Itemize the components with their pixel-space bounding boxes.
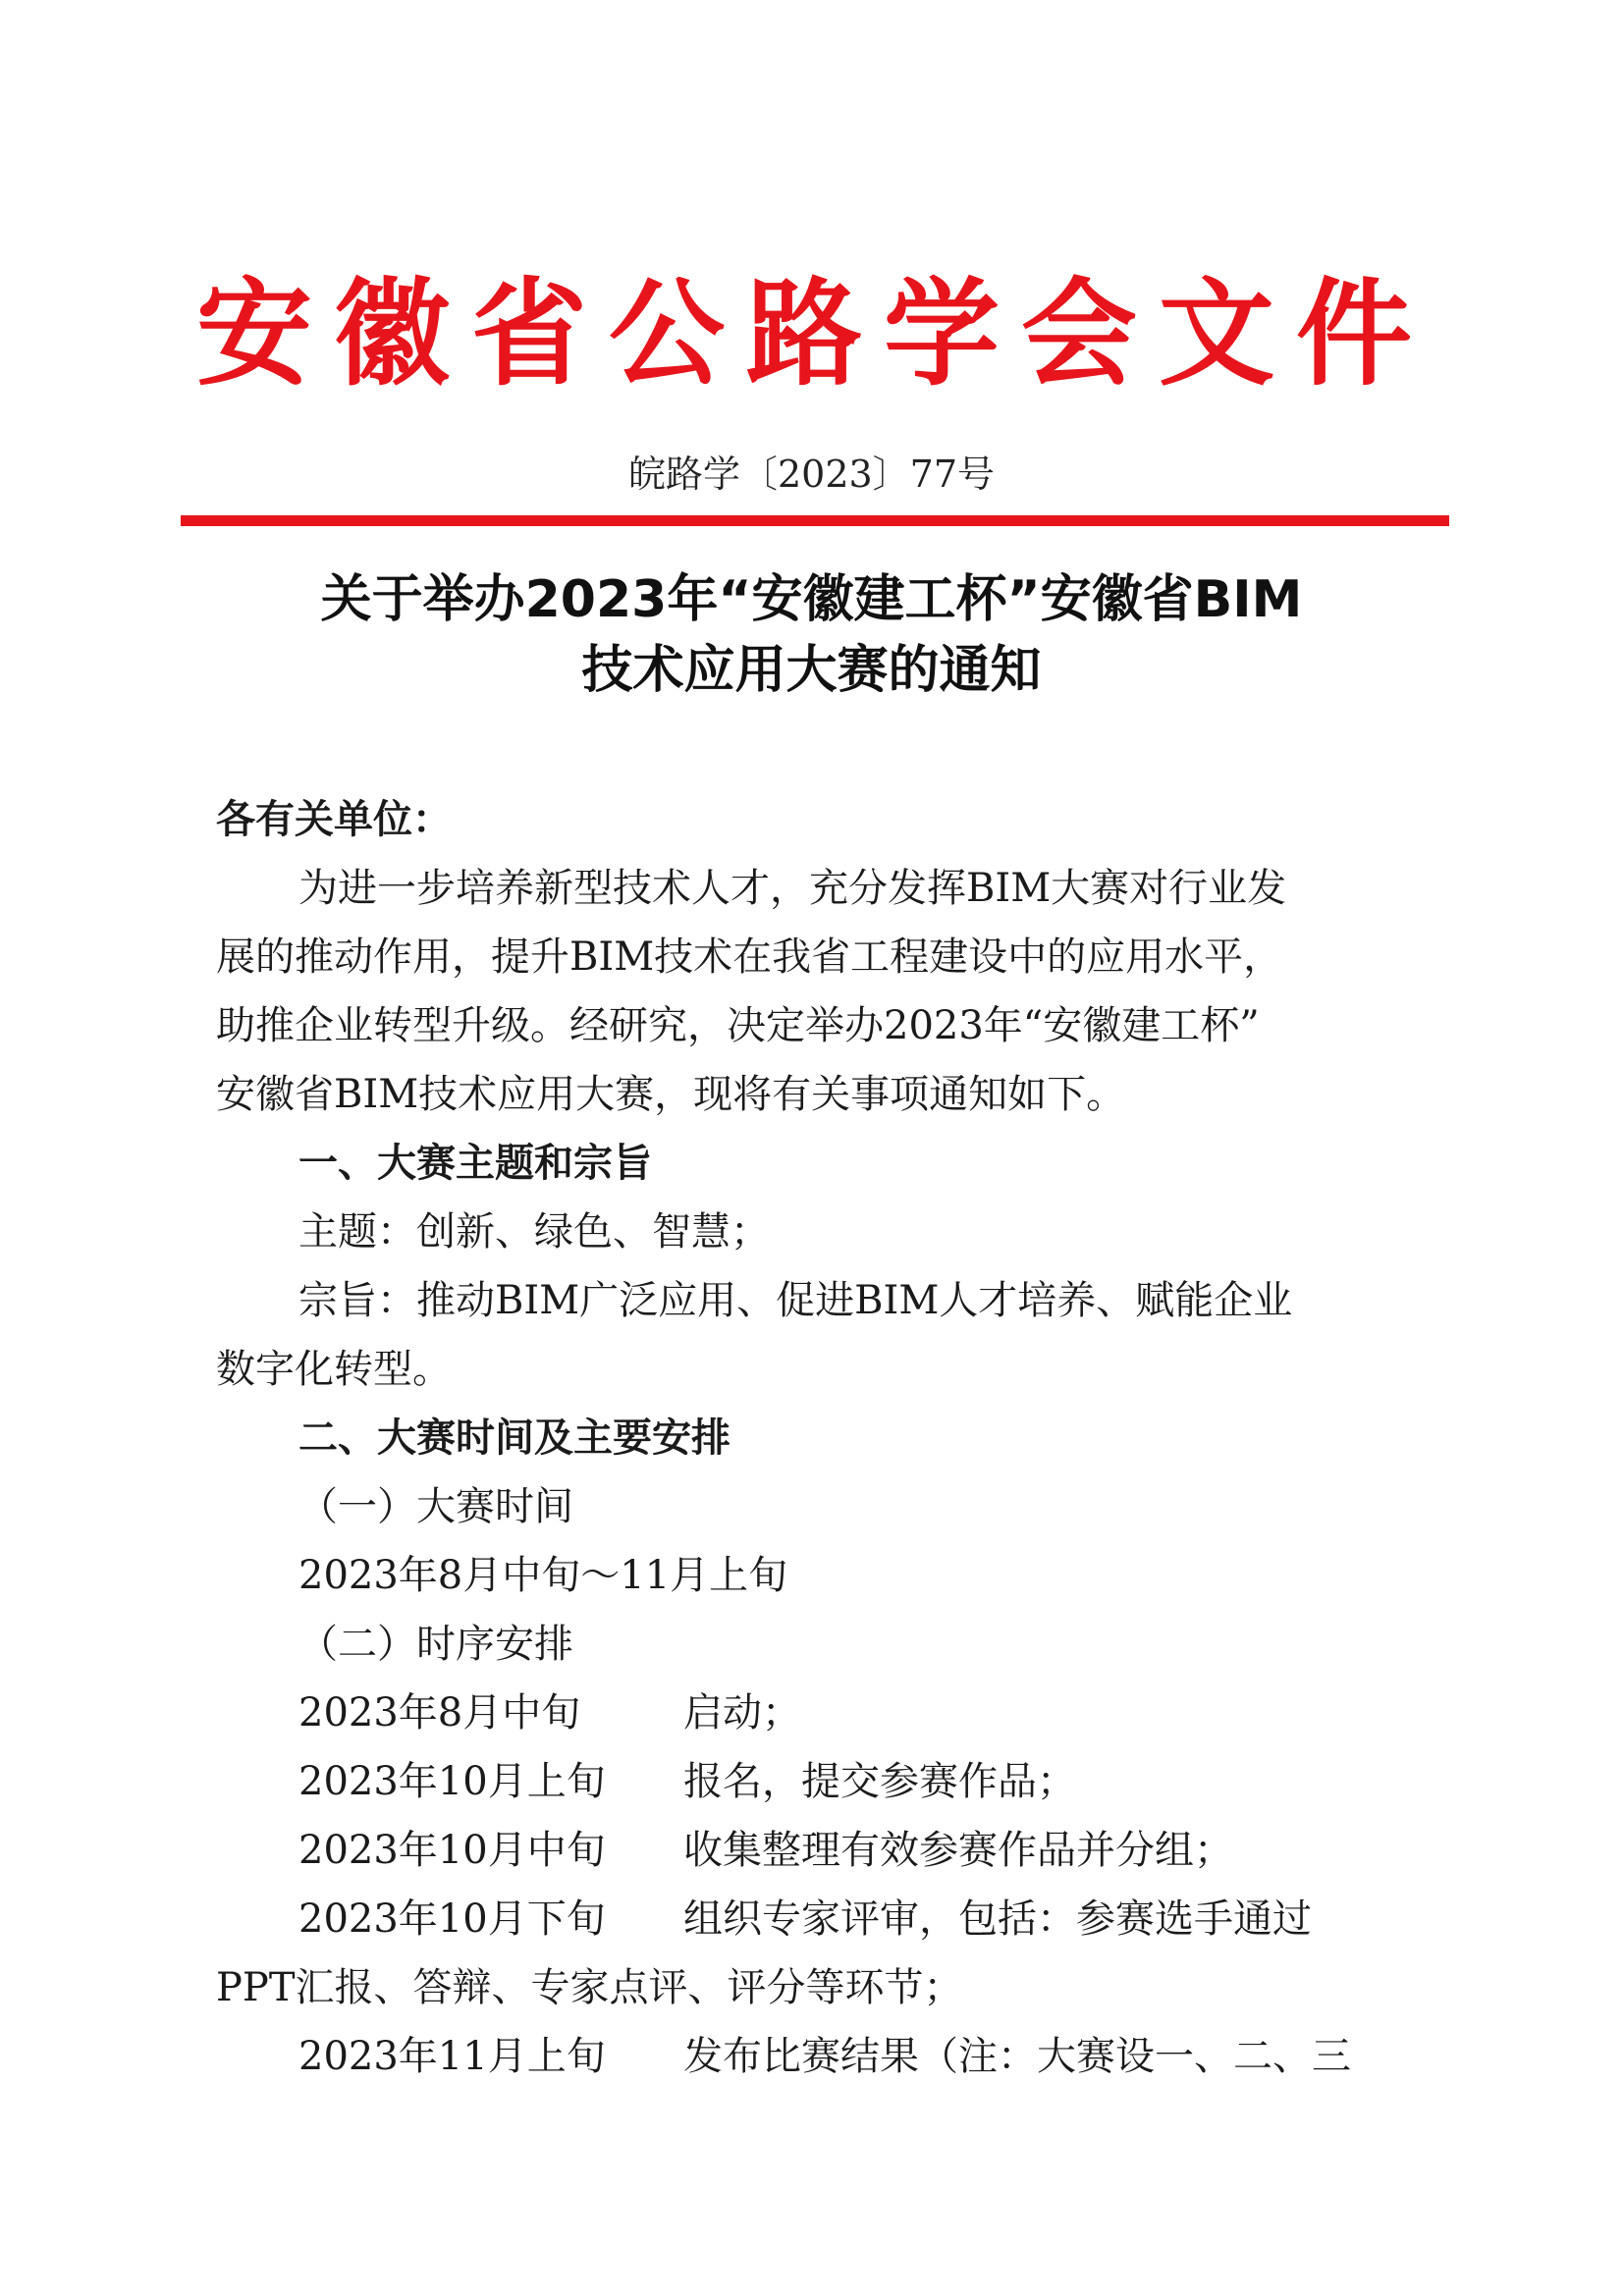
red-divider-line	[181, 515, 1449, 526]
schedule-row	[298, 1679, 801, 1747]
contest-period: 2023年8月中旬～11月上旬	[298, 1553, 788, 1598]
section-1-heading: 一、大赛主题和宗旨	[298, 1141, 652, 1186]
schedule-item: 组织专家评审，包括：参赛选手通过	[683, 1896, 1312, 1942]
schedule-date: 2023年10月中旬	[298, 1828, 606, 1873]
purpose-line-2: 数字化转型。	[216, 1347, 452, 1392]
subsection-2-heading: （二）时序安排	[298, 1622, 573, 1667]
schedule-item: 报名，提交参赛作品；	[683, 1759, 1076, 1804]
purpose-line-1: 宗旨：推动BIM广泛应用、促进BIM人才培养、赋能企业	[298, 1278, 1293, 1323]
schedule-row	[298, 1816, 1233, 1885]
schedule-continuation: PPT汇报、答辩、专家点评、评分等环节；	[216, 1965, 963, 2010]
title-line-1: 关于举办2023年“安徽建工杯”安徽省BIM	[320, 570, 1303, 629]
document-title	[177, 564, 1446, 706]
subsection-1-heading: （一）大赛时间	[298, 1484, 573, 1529]
schedule-item: 发布比赛结果（注：大赛设一、二、三	[683, 2034, 1351, 2079]
intro-line-3: 助推企业转型升级。经研究，决定举办2023年“安徽建工杯”	[216, 1003, 1260, 1048]
salutation: 各有关单位：	[216, 797, 452, 842]
schedule-item: 收集整理有效参赛作品并分组；	[683, 1828, 1233, 1873]
schedule-row	[298, 1885, 1312, 1953]
schedule-item: 启动；	[683, 1690, 801, 1735]
theme-line: 主题：创新、绿色、智慧；	[298, 1209, 770, 1255]
schedule-row	[298, 1747, 1076, 1816]
schedule-row	[298, 2022, 1351, 2091]
intro-line-4: 安徽省BIM技术应用大赛，现将有关事项通知如下。	[216, 1072, 1126, 1117]
section-2-heading: 二、大赛时间及主要安排	[298, 1415, 730, 1461]
intro-line-1: 为进一步培养新型技术人才，充分发挥BIM大赛对行业发	[298, 866, 1287, 911]
schedule-date: 2023年10月下旬	[298, 1896, 606, 1942]
document-number: 皖路学〔2023〕77号	[627, 453, 996, 496]
schedule-date: 2023年10月上旬	[298, 1759, 606, 1804]
schedule-date: 2023年11月上旬	[298, 2034, 606, 2079]
schedule-date: 2023年8月中旬	[298, 1690, 581, 1735]
masthead: 安徽省公路学会文件	[195, 266, 1434, 401]
intro-line-2: 展的推动作用，提升BIM技术在我省工程建设中的应用水平，	[216, 934, 1283, 980]
title-line-2: 技术应用大赛的通知	[581, 641, 1042, 700]
